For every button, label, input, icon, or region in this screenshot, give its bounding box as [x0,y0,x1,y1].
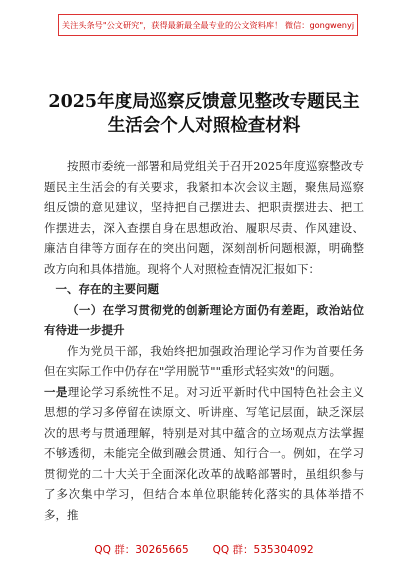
document-title [40,90,368,138]
body-paragraph: 作为党员干部，我始终把加强政治理论学习作为首要任务但在实际工作中仍存在"学用脱节""重形式轻实效"的问题。 [44,343,364,378]
document-body [44,156,364,525]
body-paragraph-2 [44,382,364,526]
intro-paragraph: 按照市委统一部署和局党组关于召开2025年度巡察整改专题民主生活会的有关要求，我紧扣本次会议主题，聚焦局巡察组反馈的意见建议，坚持把自己摆进去、把职责摆进去、把工作摆进去，深入查摆自身在思想政治、履职尽责、作风建设、廉洁自律等方面存在的突出问题，深刻剖析问题根源，明确整改方向和具体措施。现将个人对照检查情况汇报如下： [44,159,364,276]
footer-qq-2: QQ 群：535304092 [212,544,314,556]
header-banner-text: 关注头条号"公文研究"，获得最新最全最专业的公文资料库！ 微信：gongwenyj [61,19,355,30]
point-text: 理论学习系统性不足。对习近平新时代中国特色社会主义思想的学习多停留在读原文、听讲座、写笔记层面，缺乏深层次的思考与贯通理解，特别是对其中蕴含的立场观点方法掌握不够透彻，未能完全做到融会贯通、知行合一。例如，在学习贯彻党的二十大关于全面深化改革的战略部署时，虽组织参与了多次集中学习，但结合本单位职能转化落实的具体举措不多，推 [44,384,365,522]
footer-qq-1: QQ 群：30265665 [94,544,189,556]
footer [0,542,408,557]
subsection-heading: （一）在学习贯彻党的创新理论方面仍有差距，政治站位有待进一步提升 [44,302,364,337]
title-line-2: 生活会个人对照检查材料 [107,116,301,136]
title-line-1: 2025年度局巡察反馈意见整改专题民主 [48,92,360,112]
section-heading: 一、存在的主要问题 [55,282,159,296]
header-banner [58,14,358,36]
point-lead: 一是 [44,384,68,399]
